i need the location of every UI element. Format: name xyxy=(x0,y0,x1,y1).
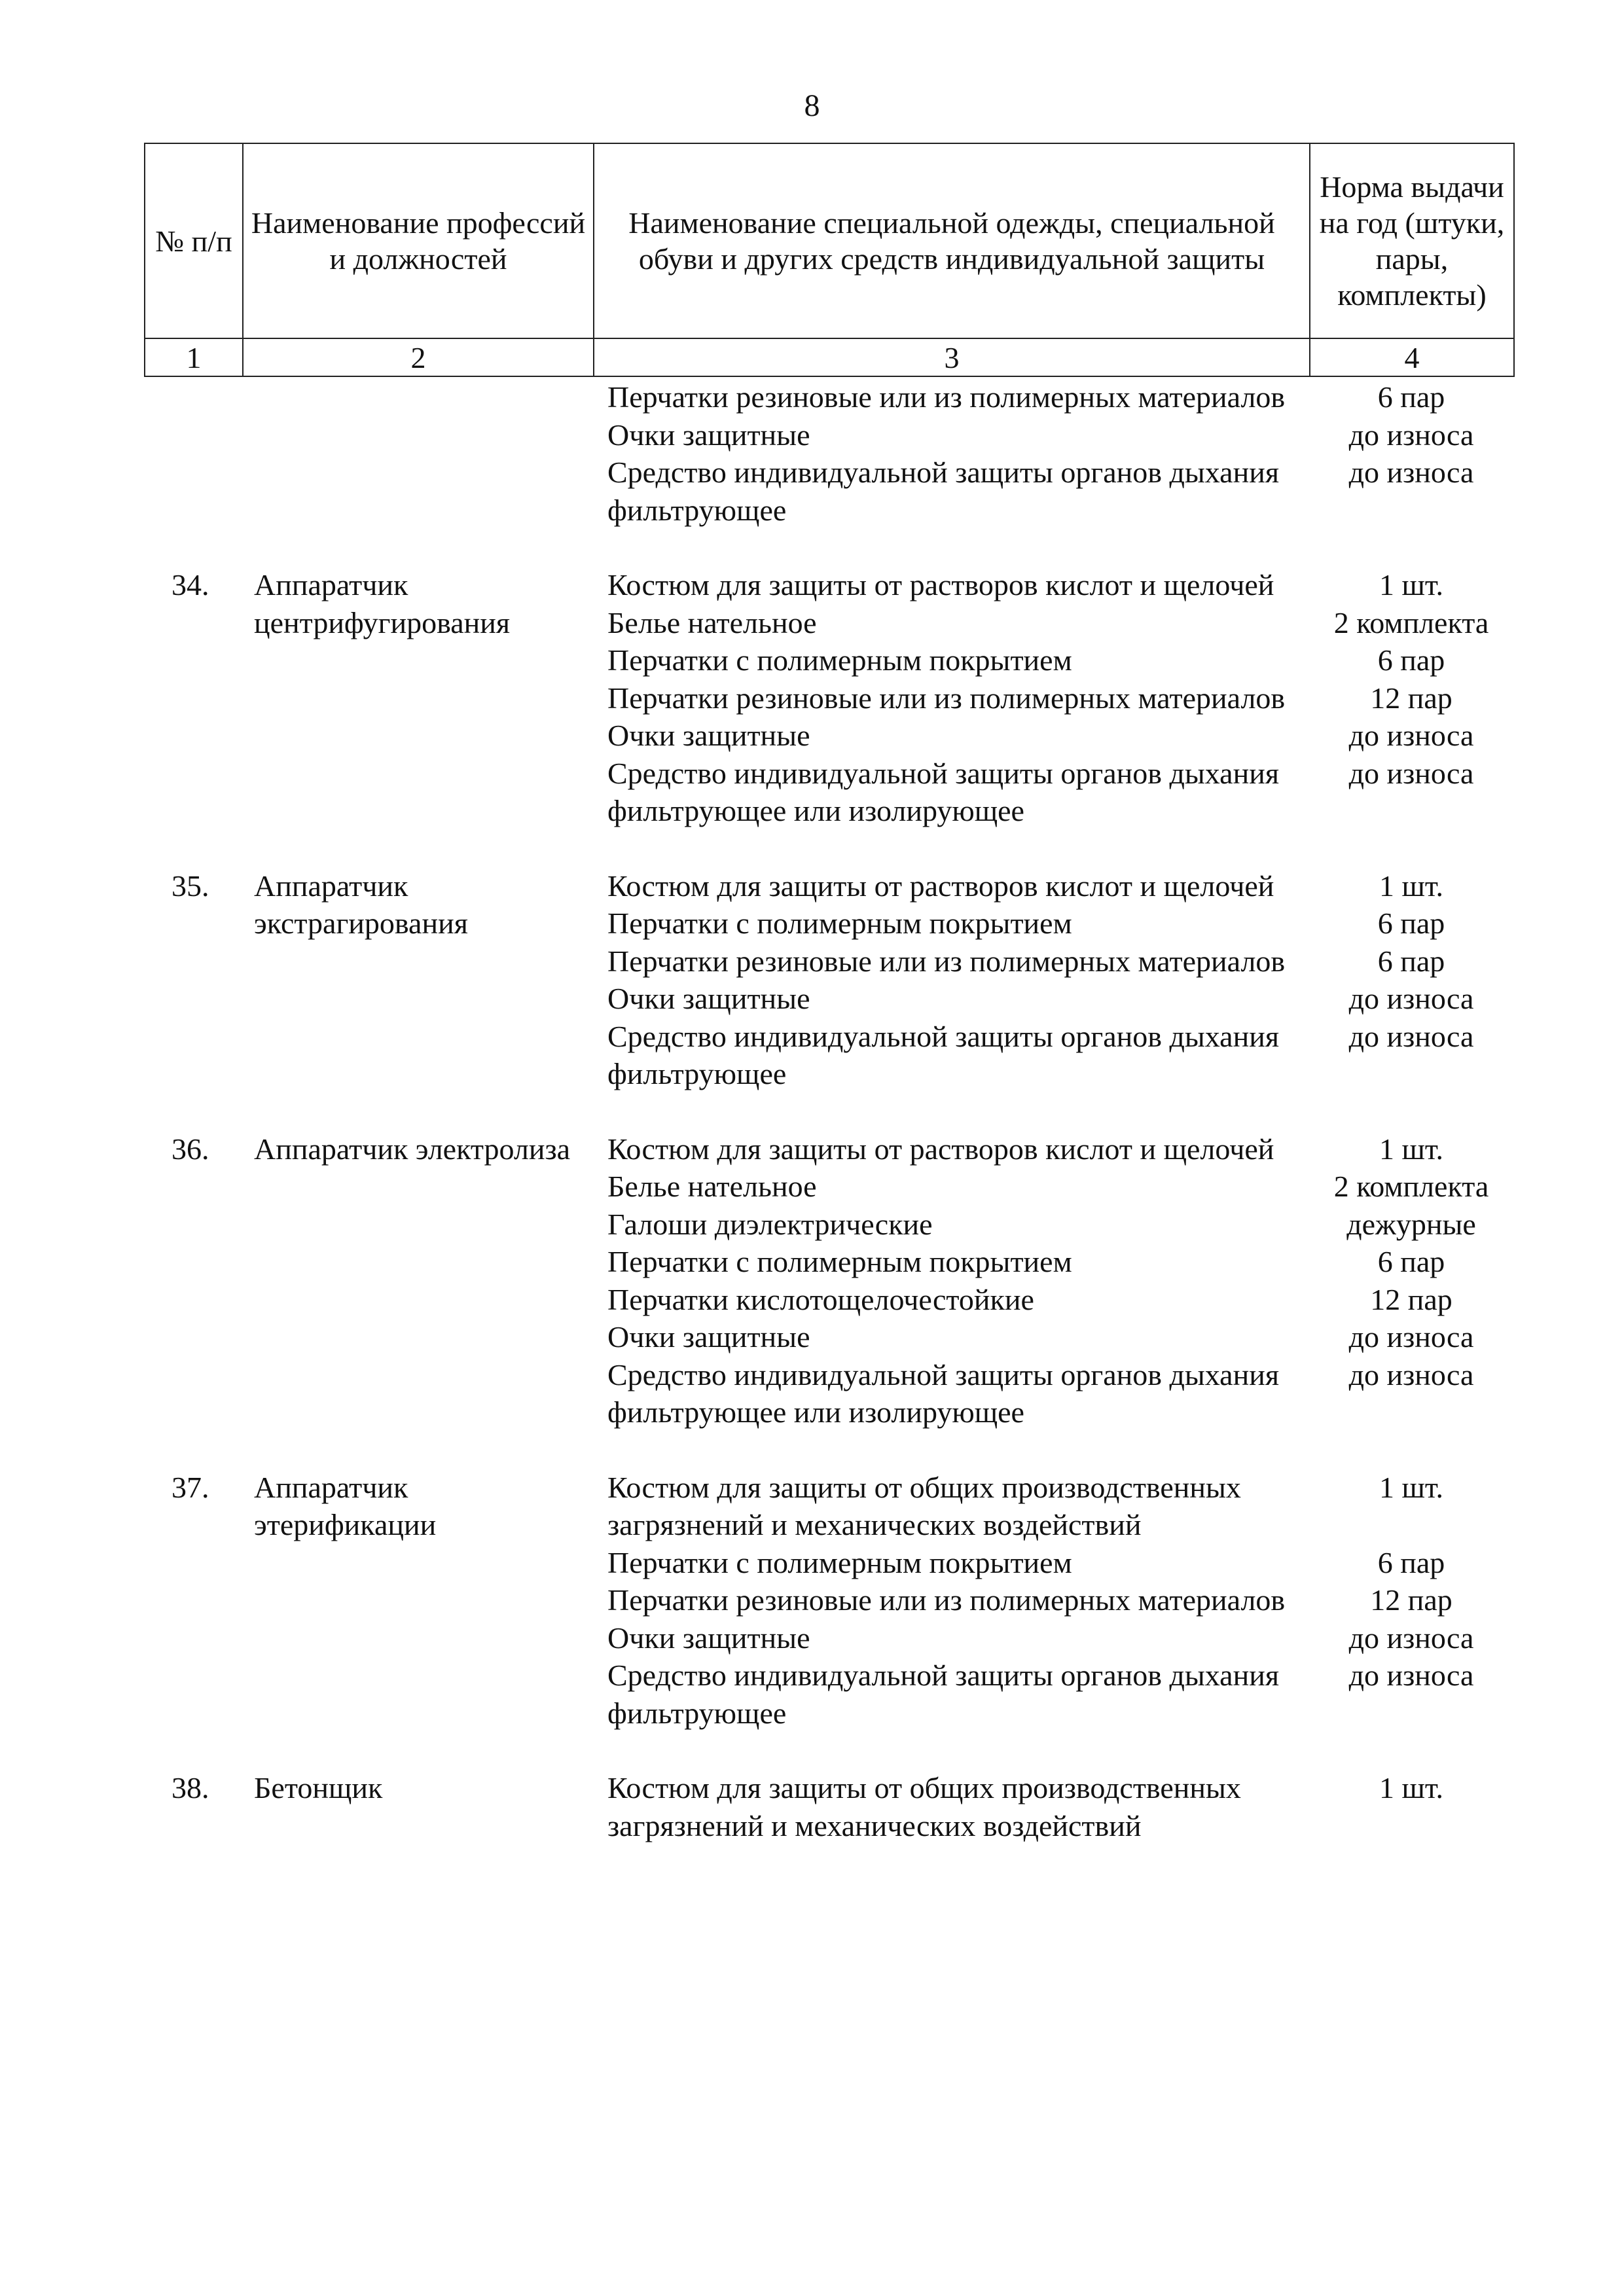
entry-number: 34. xyxy=(171,568,209,601)
equipment-name: Перчатки кислотощелочестойкие xyxy=(607,1282,1034,1316)
header-number-column: № п/п xyxy=(145,143,243,338)
equipment-row xyxy=(593,1769,1513,1844)
equipment-name: Очки защитные xyxy=(607,1621,810,1655)
issue-norm: 6 пар xyxy=(1377,1245,1445,1278)
equipment-name: Перчатки резиновые или из полимерных материалов xyxy=(607,944,1286,978)
issue-norm: до износа xyxy=(1348,418,1474,452)
issue-norm: до износа xyxy=(1348,982,1474,1015)
issue-norm: до износа xyxy=(1348,756,1474,790)
equipment-name: Костюм для защиты от растворов кислот и щелочей xyxy=(607,1132,1274,1166)
entry-profession: Аппаратчик электролиза xyxy=(254,1132,571,1166)
header-norm-column: Норма выдачи на год (штуки, пары, комплекты) xyxy=(1310,143,1514,338)
entry-items xyxy=(593,1469,1513,1732)
issue-norm: 1 шт. xyxy=(1379,1470,1444,1504)
issue-norm: 6 пар xyxy=(1377,1545,1445,1579)
equipment-name: Перчатки резиновые или из полимерных материалов xyxy=(607,1583,1286,1617)
issue-norm: до износа xyxy=(1348,1659,1474,1692)
issue-norm: 2 комплекта xyxy=(1333,1170,1489,1203)
table-row xyxy=(144,1469,1513,1732)
entry-number: 37. xyxy=(171,1470,209,1504)
equipment-name: Белье нательное xyxy=(607,605,817,639)
equipment-row xyxy=(593,641,1513,679)
equipment-row xyxy=(593,1168,1513,1206)
equipment-name: Перчатки с полимерным покрытием xyxy=(607,1545,1072,1579)
equipment-row xyxy=(593,679,1513,717)
issue-norm: 12 пар xyxy=(1370,681,1453,715)
entry-number: 35. xyxy=(171,869,209,903)
equipment-row xyxy=(593,867,1513,905)
equipment-row xyxy=(593,1206,1513,1244)
entry-items xyxy=(593,1769,1513,1844)
equipment-name: Очки защитные xyxy=(607,418,810,452)
table-row xyxy=(144,867,1513,1093)
equipment-name: Очки защитные xyxy=(607,982,810,1015)
equipment-row xyxy=(593,1544,1513,1582)
equipment-row xyxy=(593,1281,1513,1319)
equipment-name: Перчатки с полимерным покрытием xyxy=(607,643,1072,677)
issue-norm: дежурные xyxy=(1346,1207,1476,1241)
equipment-row xyxy=(593,1130,1513,1168)
issue-norm: до износа xyxy=(1348,1357,1474,1391)
issue-norm: 1 шт. xyxy=(1379,869,1444,903)
equipment-row xyxy=(593,416,1513,454)
equipment-name: Перчатки с полимерным покрытием xyxy=(607,1245,1072,1278)
issue-norm: до износа xyxy=(1348,1019,1474,1053)
issue-norm: 12 пар xyxy=(1370,1282,1453,1316)
header-index-2: 2 xyxy=(243,338,594,376)
entry-profession: Бетонщик xyxy=(254,1771,383,1804)
equipment-row xyxy=(593,1469,1513,1544)
issue-norm: до износа xyxy=(1348,456,1474,489)
issue-norm: до износа xyxy=(1348,719,1474,752)
entry-profession: Аппаратчик центрифугирования xyxy=(254,568,510,639)
issue-norm: 1 шт. xyxy=(1379,1771,1444,1804)
entry-items xyxy=(593,1130,1513,1431)
entry-number: 38. xyxy=(171,1771,209,1804)
equipment-row xyxy=(593,604,1513,642)
equipment-name: Средство индивидуальной защиты органов дыхания фильтрующее xyxy=(607,456,1279,527)
equipment-name: Средство индивидуальной защиты органов дыхания фильтрующее xyxy=(607,1659,1279,1730)
equipment-row xyxy=(593,755,1513,830)
entry-items xyxy=(593,566,1513,830)
equipment-name: Костюм для защиты от общих производственных загрязнений и механических воздействий xyxy=(607,1771,1241,1842)
equipment-name: Перчатки резиновые или из полимерных материалов xyxy=(607,380,1286,414)
issue-norm: 12 пар xyxy=(1370,1583,1453,1617)
equipment-row xyxy=(593,1657,1513,1732)
issue-norm: 6 пар xyxy=(1377,944,1445,978)
equipment-row xyxy=(593,1243,1513,1281)
continuation-block xyxy=(144,378,1513,529)
page-number: 8 xyxy=(804,88,820,123)
issue-norm: 2 комплекта xyxy=(1333,605,1489,639)
equipment-name: Очки защитные xyxy=(607,719,810,752)
table-body xyxy=(144,378,1513,1882)
equipment-row xyxy=(593,905,1513,942)
equipment-row xyxy=(593,1018,1513,1093)
entry-items xyxy=(593,378,1513,529)
equipment-row xyxy=(593,1356,1513,1431)
equipment-name: Средство индивидуальной защиты органов дыхания фильтрующее или изолирующее xyxy=(607,756,1279,827)
issue-norm: 1 шт. xyxy=(1379,568,1444,601)
equipment-name: Перчатки резиновые или из полимерных материалов xyxy=(607,681,1286,715)
equipment-row xyxy=(593,1318,1513,1356)
issue-norm: до износа xyxy=(1348,1621,1474,1655)
issue-norm: 6 пар xyxy=(1377,906,1445,940)
equipment-name: Костюм для защиты от растворов кислот и щелочей xyxy=(607,869,1274,903)
equipment-row xyxy=(593,1619,1513,1657)
entry-number: 36. xyxy=(171,1132,209,1166)
issue-norm: 6 пар xyxy=(1377,643,1445,677)
table-row xyxy=(144,566,1513,830)
equipment-row xyxy=(593,1581,1513,1619)
table-row xyxy=(144,1769,1513,1844)
equipment-row xyxy=(593,454,1513,529)
table-row xyxy=(144,1130,1513,1431)
equipment-name: Очки защитные xyxy=(607,1320,810,1354)
equipment-name: Средство индивидуальной защиты органов дыхания фильтрующее или изолирующее xyxy=(607,1357,1279,1429)
entry-number xyxy=(144,378,242,529)
entry-profession: Аппаратчик этерификации xyxy=(254,1470,437,1541)
equipment-name: Костюм для защиты от общих производственных загрязнений и механических воздействий xyxy=(607,1470,1241,1541)
entry-profession xyxy=(242,378,593,529)
equipment-row xyxy=(593,717,1513,755)
equipment-row xyxy=(593,942,1513,980)
equipment-name: Костюм для защиты от растворов кислот и щелочей xyxy=(607,568,1274,601)
issue-norm: 6 пар xyxy=(1377,380,1445,414)
equipment-name: Перчатки с полимерным покрытием xyxy=(607,906,1072,940)
table-header xyxy=(144,143,1515,377)
equipment-name: Галоши диэлектрические xyxy=(607,1207,933,1241)
equipment-name: Белье нательное xyxy=(607,1170,817,1203)
issue-norm: до износа xyxy=(1348,1320,1474,1354)
header-equipment-column: Наименование специальной одежды, специальной обуви и других средств индивидуальной защиты xyxy=(594,143,1310,338)
equipment-row xyxy=(593,566,1513,604)
header-profession-column: Наименование профессий и должностей xyxy=(243,143,594,338)
equipment-row xyxy=(593,980,1513,1018)
header-index-1: 1 xyxy=(145,338,243,376)
header-index-3: 3 xyxy=(594,338,1310,376)
header-index-4: 4 xyxy=(1310,338,1514,376)
issue-norm: 1 шт. xyxy=(1379,1132,1444,1166)
equipment-row xyxy=(593,378,1513,416)
entry-items xyxy=(593,867,1513,1093)
equipment-name: Средство индивидуальной защиты органов дыхания фильтрующее xyxy=(607,1019,1279,1090)
entry-profession: Аппаратчик экстрагирования xyxy=(254,869,468,940)
